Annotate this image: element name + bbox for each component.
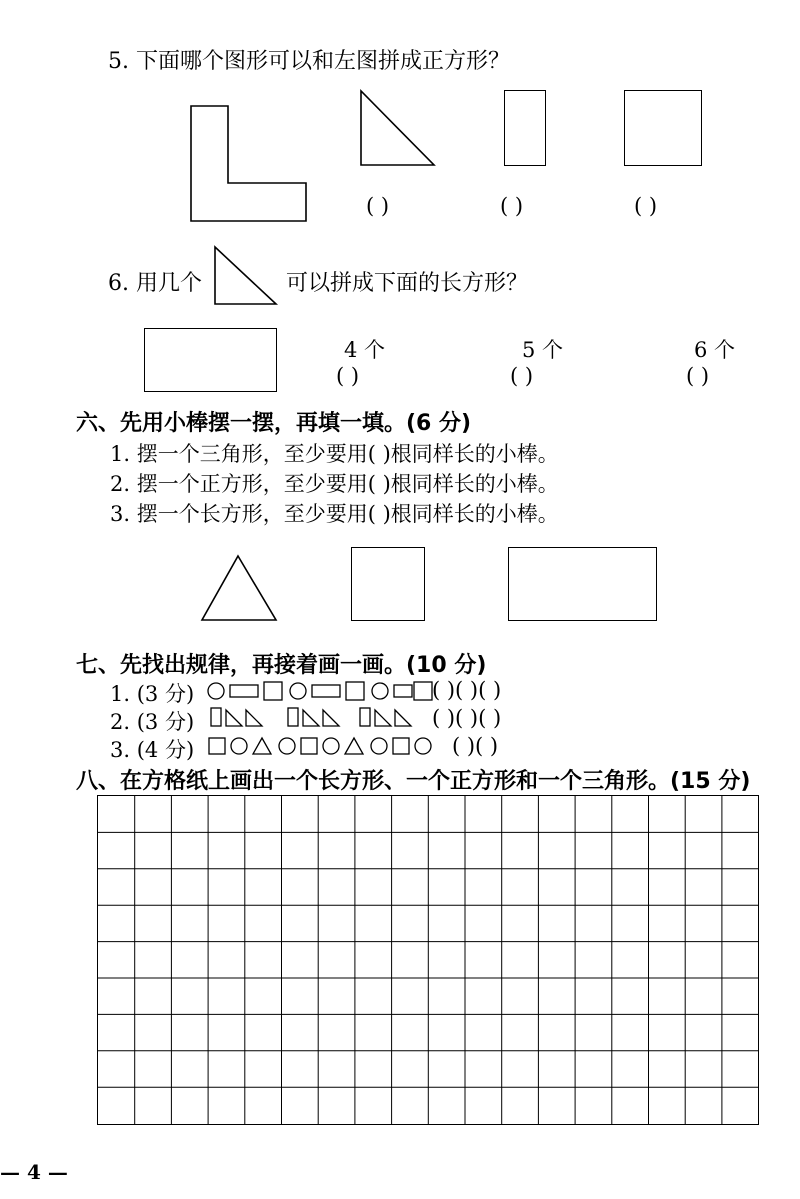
- stick-triangle: [200, 554, 280, 624]
- s7-row-2-label: 2. (3 分): [110, 710, 195, 734]
- section-8-heading: 八、在方格纸上画出一个长方形、一个正方形和一个三角形。(15 分): [76, 769, 751, 794]
- q6-option-3: 6 个: [694, 338, 736, 362]
- stick-square: [351, 547, 425, 621]
- q6-blank-1[interactable]: ( ): [336, 364, 360, 388]
- s7-row-2-blanks[interactable]: ( )( )( ): [432, 706, 502, 730]
- grid-lines: [98, 796, 758, 1124]
- stick-rectangle: [508, 547, 657, 621]
- s6-item-1: 1. 摆一个三角形，至少要用( )根同样长的小棒。: [110, 442, 559, 466]
- q6-blank-3[interactable]: ( ): [686, 364, 710, 388]
- pattern-row-3: [208, 736, 452, 758]
- thin-rectangle-option: [504, 90, 546, 166]
- q6-option-1: 4 个: [344, 338, 386, 362]
- target-rectangle: [144, 328, 277, 392]
- page-number: — 4 —: [0, 1160, 68, 1184]
- q6-prompt-before: 6. 用几个: [108, 271, 202, 296]
- section-7-heading: 七、先找出规律，再接着画一画。(10 分): [76, 653, 487, 678]
- q5-blank-2[interactable]: ( ): [500, 194, 524, 218]
- s7-row-1-label: 1. (3 分): [110, 682, 195, 706]
- q5-prompt: 5. 下面哪个图形可以和左图拼成正方形？: [108, 49, 510, 74]
- pattern-row-1: [206, 680, 432, 702]
- q6-blank-2[interactable]: ( ): [510, 364, 534, 388]
- q6-option-2: 5 个: [522, 338, 564, 362]
- l-shape-figure: [190, 105, 310, 225]
- s7-row-1-blanks[interactable]: ( )( )( ): [432, 678, 502, 702]
- s6-item-3: 3. 摆一个长方形，至少要用( )根同样长的小棒。: [110, 502, 559, 526]
- small-triangle-figure: [214, 246, 280, 308]
- q5-blank-3[interactable]: ( ): [634, 194, 658, 218]
- s7-row-3-blanks[interactable]: ( )( ): [452, 734, 499, 758]
- pattern-row-2: [210, 706, 434, 730]
- s6-item-2: 2. 摆一个正方形，至少要用( )根同样长的小棒。: [110, 472, 559, 496]
- q6-prompt-after: 可以拼成下面的长方形？: [286, 271, 529, 296]
- section-6-heading: 六、先用小棒摆一摆，再填一填。(6 分): [76, 411, 472, 436]
- grid-paper[interactable]: [97, 795, 759, 1125]
- q5-blank-1[interactable]: ( ): [366, 194, 390, 218]
- square-option: [624, 90, 702, 166]
- s7-row-3-label: 3. (4 分): [110, 738, 195, 762]
- triangle-option: [360, 90, 440, 170]
